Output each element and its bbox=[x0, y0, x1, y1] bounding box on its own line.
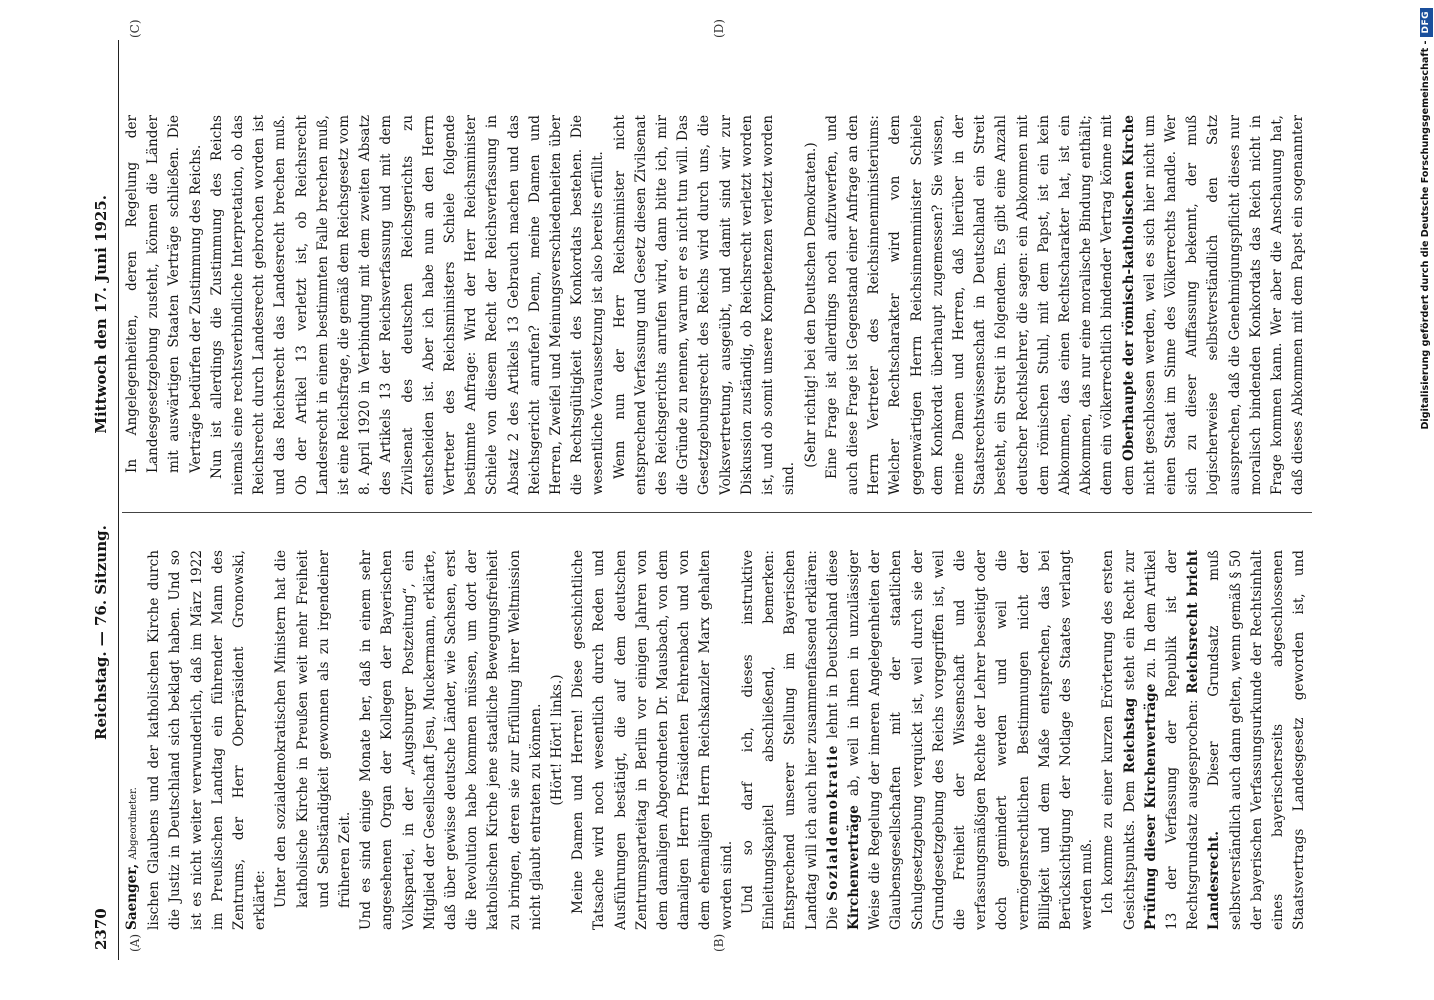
emphasis: Prüfung dieser Kirchenverträge bbox=[1142, 683, 1159, 930]
text-run: lehnt in Deutschland diese bbox=[824, 550, 841, 739]
paragraph: lischen Glaubens und der katholischen Kirche durch die Justiz in Deutschland sich beklagt haben. Und so ist es nicht weiter verwunderlich, daß im März 1922 im Preußischen Landtag ein führender Mann des Zentrums, der Herr Oberpräsident Gronowski, erklärte: bbox=[146, 550, 269, 930]
text-run: Eine Frage ist allerdings noch aufzuwerfen, und auch diese Frage ist Gegenstand einer Anfrage an den Herrn Vertreter des Reichsinnenministeriums: Welcher Rechtscharakter wird von dem gegenwärtigen Herrn Reichsinnenminister Schiele dem Konkordat überhaupt zugemessen? Sie wissen, meine Damen und Herren, daß hierüber in der Staatsrechtswissenschaft in Deutschland ein Streit besteht, ein Streit in folgendem. Es gibt eine Anzahl deutscher Rechtslehrer, die sagen: ein Abkommen mit dem römischen Stuhl, mit dem Papst, ist ein kein Abkommen, das einen Rechtscharakter hat, ist ein Abkommen, das nur eine moralische Bindung enthält; denn ein völkerrechtlich bindender Vertrag könne mit dem bbox=[823, 115, 1137, 495]
text-run: nicht geschlossen werden, weil es sich hier nicht um einen Staat im Sinne des Völkerrechts handle. Wer sich zu dieser Auffassung bekennt, der muß logischerweise selbstverständlich den Satz aussprechen, daß die Genehmigungspflicht dieses nur moralisch bindenden Konkordats das Reich nicht in Frage kommen kann. Wer aber die Anschauung hat, daß dieses Abkommen mit dem Papst ein sogenannter bbox=[1141, 115, 1307, 495]
text-run: Ich komme zu einer kurzen Erörterung des ersten Gesichtspunkts. Dem bbox=[1100, 550, 1138, 930]
header-rule bbox=[118, 40, 119, 960]
quotation: Unter den sozialdemokratischen Ministern hat die katholische Kirche in Preußen weit mehr Freiheit und Selbständigkeit gewonnen als zu irgendeiner früheren Zeit. bbox=[273, 550, 354, 908]
speaker-name: Saenger, bbox=[124, 863, 140, 930]
margin-mark-d: (D) bbox=[712, 19, 726, 38]
text-run: ab, weil in ihnen in unzulässiger Weise die Regelung der inneren Angelegenheiten der Glaubensgesellschaften mit der staatlichen Schulgesetzgebung verquickt ist, weil durch sie der Grundgesetzgebung des Reichs vorgegriffen ist, weil die Freiheit der Wissenschaft und die verfassungsmäßigen Rechte der Lehrer beseitigt oder doch gemindert werden und weil die vermögensrechtlichen Bestimmungen nicht der Billigkeit und dem Maße entsprechen, das bei Berücksichtigung der Notlage des Staates verlangt werden muß. bbox=[845, 550, 1096, 930]
interjection: (Sehr richtig! bei den Deutschen Demokraten.) bbox=[802, 142, 819, 468]
dfg-logo: DFG bbox=[1420, 8, 1433, 37]
running-title: Reichstag. — 76. Sitzung. bbox=[92, 525, 110, 740]
margin-mark-a: (A) bbox=[128, 933, 142, 952]
text-run: zu. In dem Artikel 13 der Verfassung der Republik ist der Rechtsgrundsatz ausgesprochen: bbox=[1142, 550, 1202, 930]
speaker-role: Abgeordneter. bbox=[128, 787, 139, 860]
emphasis: Reichstag bbox=[1121, 697, 1138, 774]
text-run: Und so darf ich, dieses instruktive Einleitungskapitel abschließend, bemerken: Entsprechend unserer Stellung im Bayerischen Landtag will ich auch hier zusammenfassend erklären: Die bbox=[739, 550, 841, 930]
paragraph: Nun ist allerdings die Zustimmung des Reichs niemals eine rechtsverbindliche Interpretation, ob das Reichsrecht durch Landesrecht gebrochen worden ist und das Reichsrecht das Landesrecht brechen muß. Ob der Artikel 13 verletzt ist, ob Reichsrecht Landesrecht in einem bestimmten Falle brechen muß, ist eine Reichsfrage, die gemäß dem Reichsgesetz vom 8. April 1920 in Verbindung mit dem zweiten Absatz des Artikels 13 der Reichsverfassung und mit dem Zivilsenat des deutschen Reichsgerichts zu entscheiden ist. Aber ich habe nun an den Herrn Vertreter des Reichsministers Schiele folgende bestimmte Anfrage: Wird der Herr Reichsminister Schiele von diesem Recht der Reichsverfassung in Absatz 2 des Artikels 13 Gebrauch machen und das Reichsgericht anrufen? Denn, meine Damen und Herren, Zweifel und Meinungsverschiedenheiten über die Rechtsgültigkeit des Konkordats bestehen. Die wesentliche Voraussetzung ist also bereits erfüllt. bbox=[208, 115, 607, 495]
margin-mark-c: (C) bbox=[128, 19, 142, 38]
paragraph: Meine Damen und Herren! Diese geschichtliche Tatsache wird noch wesentlich durch Reden und Ausführungen bestätigt, die auf dem deutschen Zentrumsparteitag in Berlin vor einigen Jahren von dem damaligen Abgeordneten Dr. Mausbach, von dem damaligen Herrn Präsidenten Fehrenbach und von dem ehemaligen Herrn Reichskanzler Marx gehalten worden sind. bbox=[570, 550, 735, 930]
emphasis: Reichsrecht bricht Landesrecht. bbox=[1185, 550, 1223, 930]
digitization-credit bbox=[1418, 8, 1434, 998]
left-column bbox=[122, 550, 1312, 930]
text-run: Dieser Grundsatz muß selbstverständlich auch dann gelten, wenn gemäß § 50 der bayerischen Verfassungsurkunde der Rechtsinhalt eines bayerischerseits abgeschlossenen Staatsvertrags Landesgesetz geworden ist, und bbox=[1206, 550, 1308, 930]
paragraph bbox=[1098, 550, 1312, 930]
paragraph bbox=[738, 550, 1098, 930]
credit-rotated bbox=[1418, 8, 1434, 998]
speaker-line bbox=[122, 550, 144, 930]
paragraph: Wenn nun der Herr Reichsminister nicht entsprechend Verfassung und Gesetz diesen Zivilsenat des Reichsgerichts anrufen wird, dann bitte ich, mir die Gründe zu nennen, warum er es nicht tun will. Das Gesetzgebungsrecht des Reichs wird durch uns, die Volksvertretung, ausgeübt, und damit sind wir zur Diskussion zuständig, ob Reichsrecht verletzt worden ist, und ob somit unsere Kompetenzen verletzt worden sind. bbox=[611, 115, 798, 495]
paragraph: Und es sind einige Monate her, daß in einem sehr angesehenen Organ der Kollegen der Bayerischen Volkspartei, in der „Augsburger Postzeitung“, ein Mitglied der Gesellschaft Jesu, Muckermann, erklärte, daß über gewisse deutsche Länder, wie Sachsen, erst die Revolution habe kommen müssen, um dort der katholischen Kirche jene staatliche Bewegungsfreiheit zu bringen, deren sie zur Erfüllung ihrer Weltmission nicht glaubt entraten zu können. bbox=[358, 550, 544, 930]
paragraph bbox=[822, 115, 1312, 495]
credit-text: Digitalisierung gefördert durch die Deutsche Forschungsgemeinschaft - bbox=[1420, 40, 1431, 430]
column-divider bbox=[122, 512, 1312, 513]
text-run: steht ein Recht zur bbox=[1121, 550, 1138, 691]
page-header bbox=[92, 50, 114, 950]
emphasis: Kirchenverträge bbox=[845, 805, 862, 930]
emphasis: Oberhaupte der römisch-katholischen Kirche bbox=[1120, 115, 1137, 462]
session-date: Mittwoch den 17. Juni 1925. bbox=[92, 195, 110, 434]
interjection: (Hört! Hört! links.) bbox=[549, 674, 566, 806]
quotation: In Angelegenheiten, deren Regelung der Landesgesetzgebung zusteht, können die Länder mit auswärtigen Staaten Verträge schließen. Die Verträge bedürfen der Zustimmung des Reichs. bbox=[124, 115, 204, 473]
margin-mark-b: (B) bbox=[712, 933, 726, 952]
emphasis: Sozialdemokratie bbox=[824, 744, 841, 901]
right-column bbox=[122, 115, 1312, 495]
page-number: 2370 bbox=[92, 908, 110, 950]
